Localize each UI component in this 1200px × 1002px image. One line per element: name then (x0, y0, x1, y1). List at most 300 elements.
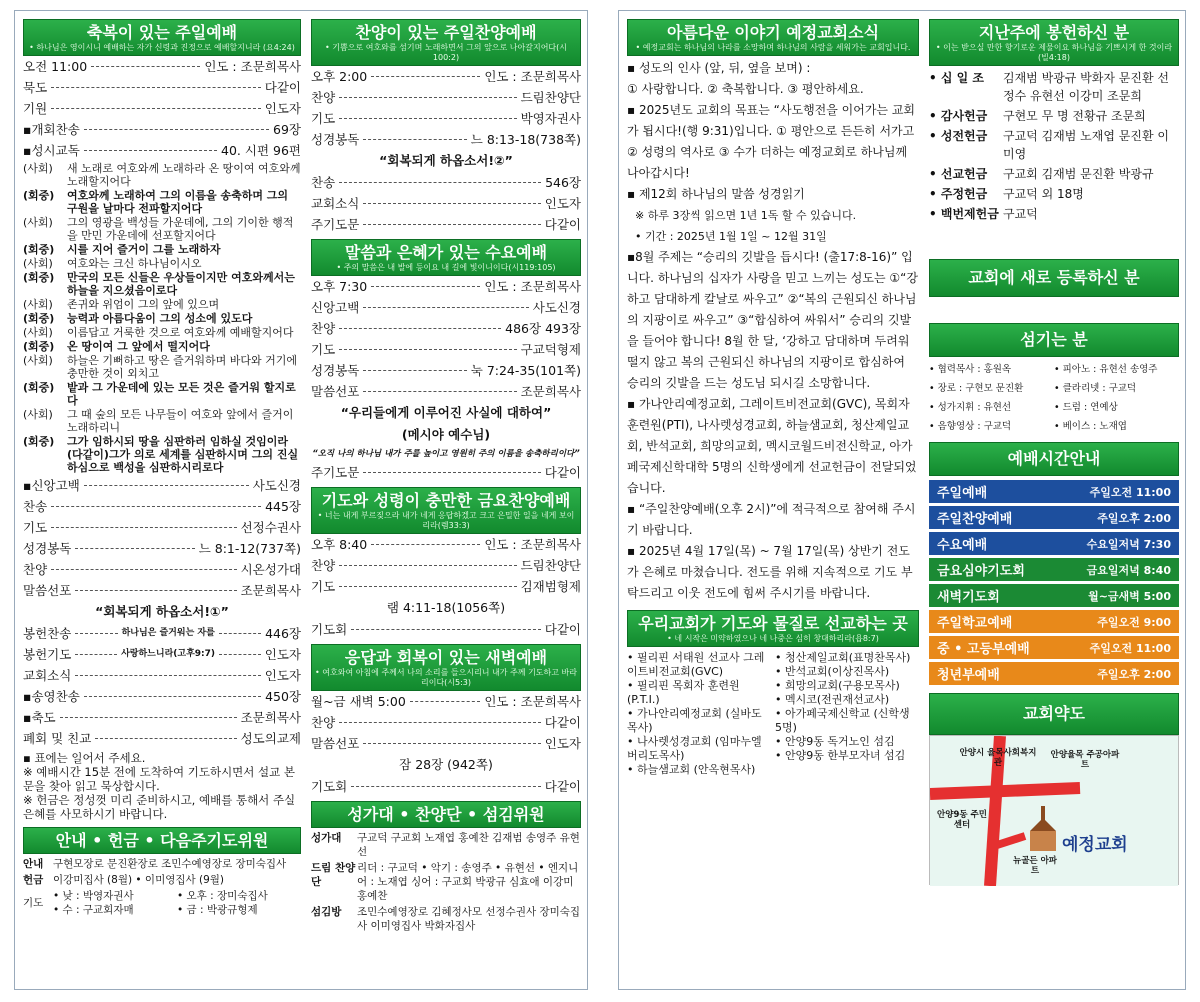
map-road-horizontal (930, 788, 1080, 794)
serve-row (929, 417, 1179, 436)
serve-item: • 음향영상 : 구교덕 (929, 421, 1012, 432)
times-header (929, 442, 1179, 476)
choir-row (311, 861, 581, 903)
map-label-golden: 뉴골든 아파트 (1012, 856, 1057, 876)
order-line (311, 108, 581, 129)
reading-verse (23, 408, 301, 434)
order-value: 인도 : 조문희목사 (484, 69, 581, 84)
order-value: 인도 : 조문희목사 (204, 59, 301, 74)
order-label: 기도 (311, 579, 336, 594)
news-paragraph: ▪ “주일찬양예배(오후 2시)”에 적극적으로 참여해 주시기 바랍니다. (627, 502, 916, 537)
order-value: 인도자 (264, 668, 301, 683)
reading-verse (23, 354, 301, 380)
order-value: 성도의교제 (240, 731, 301, 746)
dawn-header (311, 644, 581, 691)
newcomer-title: 교회에 새로 등록하신 분 (968, 268, 1140, 287)
dotted-leader (339, 97, 516, 98)
order-value: 다같이 (544, 465, 581, 480)
order-value: 인도자 (264, 101, 301, 116)
dawn-order (311, 691, 581, 754)
map-header (929, 693, 1179, 735)
mission-item: • 아가페국제신학교 (신학생 5명) (775, 707, 910, 734)
order-value: 486장 493장 (505, 321, 581, 336)
reading-verse (23, 271, 301, 297)
order-value: 시온성가대 (240, 562, 301, 577)
service-note: ※ 예배시간 15분 전에 도착하여 기도하시면서 설교 본문을 찾아 읽고 묵상합시다. (23, 765, 296, 793)
news-paragraph: ▪ 2025년도 교회의 목표는 “사도행전을 이어가는 교회가 됩시다!(행 9:31)입니다. ① 평안으로 든든히 서가고 ② 성령의 역사로 ③ 수가 더하는 예정교회로 하나님께 나아갑시다! (627, 103, 916, 180)
reading-role: (사회) (23, 162, 53, 175)
reading-role: (회중) (23, 381, 55, 394)
order-value: 인도 : 조문희목사 (484, 694, 581, 709)
reading-role: (사회) (23, 257, 53, 270)
map-label-welfare: 안양시 율목사회복지관 (959, 748, 1037, 768)
order-line (23, 496, 301, 517)
dotted-leader (363, 139, 466, 140)
service-name: 청년부예배 (937, 668, 1000, 683)
reading-role: (사회) (23, 298, 53, 311)
dotted-leader (363, 391, 516, 392)
order-value: 다같이 (544, 622, 581, 637)
dotted-leader (363, 743, 540, 744)
order-label: 봉헌기도 (23, 647, 72, 662)
serve-item: • 장로 : 구현모 문진환 (929, 383, 1024, 394)
service-name: 수요예배 (937, 538, 988, 553)
row-key: • 십 일 조 (929, 71, 984, 85)
order-label: 폐회 및 친교 (23, 731, 92, 746)
responsive-reading (23, 162, 301, 474)
order-line (311, 193, 581, 214)
mission-lists (627, 651, 919, 777)
reading-verse (23, 340, 301, 353)
reading-text: 만국의 모든 신들은 우상들이지만 여호와께서는 하늘을 지으셨음이로다 (67, 271, 295, 297)
order-label: 교회소식 (23, 668, 72, 683)
order-label: 말씀선포 (23, 583, 72, 598)
news-paragraph: ※ 하루 3장씩 읽으면 1년 1독 할 수 있습니다. (635, 209, 857, 222)
order-value: 드림찬양단 (520, 90, 581, 105)
order-line (23, 140, 301, 161)
row-key: • 선교헌금 (929, 167, 988, 181)
dotted-leader (363, 224, 540, 225)
service-time-row (929, 636, 1179, 659)
row-value: 조민수예영장로 김혜정사모 선정수권사 장미숙집사 이미영집사 박화자집사 (357, 906, 581, 932)
dawn-scripture: 잠 28장 (942쪽) (399, 757, 493, 772)
row-value: 구교덕 구교회 노재엽 홍예찬 김재범 송영주 유현선 (357, 832, 580, 858)
dawn-title: 응답과 회복이 있는 새벽예배 (344, 648, 548, 667)
wed-sermon-title: “우리들에게 이루어진 사실에 대하여” (340, 405, 552, 420)
mission-item: • 필리핀 서태원 선교사 그레이트비전교회(GVC) (627, 651, 765, 678)
dotted-leader (75, 548, 194, 549)
dotted-leader (51, 569, 236, 570)
order-line (23, 475, 301, 496)
order-value: 조문희목사 (240, 710, 301, 725)
dotted-leader (351, 786, 541, 787)
dotted-leader (339, 722, 541, 723)
dotted-leader (371, 544, 480, 545)
order-line (311, 576, 581, 597)
reading-text: 존귀와 위엄이 그의 앞에 있으며 (67, 298, 220, 311)
church-building-icon (1030, 831, 1056, 851)
order-label: 기원 (23, 101, 48, 116)
row-value: 리더 : 구교덕 • 악기 : 송영주 • 유현선 • 엔지니어 : 노재엽 싱어 : 구교회 박광규 심효애 이강미 홍예찬 (357, 862, 579, 902)
order-label: ▪송영찬송 (23, 689, 80, 704)
order-line (311, 129, 581, 150)
order-value: 드림찬양단 (520, 558, 581, 573)
order-line (311, 712, 581, 733)
order-line (311, 318, 581, 339)
order-value: 인도 : 조문희목사 (484, 537, 581, 552)
offering-row (929, 127, 1179, 163)
order-label: 찬송 (311, 175, 336, 190)
order-line (23, 119, 301, 140)
reading-text: 여호와는 크신 하나님이시오 (67, 257, 202, 270)
dotted-leader (410, 701, 481, 702)
dotted-leader (363, 307, 528, 308)
reading-text: 새 노래로 여호와께 노래하라 온 땅이여 여호와께 노래할지어다 (67, 162, 301, 188)
news-title: 아름다운 이야기 예정교회소식 (666, 23, 880, 42)
church-map (929, 735, 1179, 885)
news-paragraph: ① 사랑합니다. ② 축복합니다. ③ 평안하세요. (627, 82, 864, 96)
order-line (311, 381, 581, 402)
reading-text: 그의 영광을 백성들 가운데에, 그의 기이한 행적을 만민 가운데에 선포할지어다 (67, 216, 294, 242)
guide-title: 안내 • 헌금 • 다음주기도위원 (55, 831, 269, 850)
service-name: 주일찬양예배 (937, 512, 1013, 527)
reading-role: (회중) (23, 435, 55, 448)
sunday-subtitle: • 하나님은 영이시니 예배하는 자가 신령과 진정으로 예배할지니라 (요4:24) (29, 43, 295, 52)
row-key: • 주정헌금 (929, 187, 988, 201)
mission-item: • 안양9동 독거노인 섬김 (775, 735, 895, 748)
praise-sermon-title: “회복되게 하옵소서!②” (379, 153, 513, 168)
fri-title: 기도와 성령이 충만한 금요찬양예배 (321, 491, 571, 510)
order-label: 묵도 (23, 80, 48, 95)
service-time-row (929, 610, 1179, 633)
service-name: 주일예배 (937, 486, 988, 501)
reading-role: (사회) (23, 216, 53, 229)
prayer-assignee: • 오후 : 장미숙집사 (177, 890, 268, 902)
reading-role: (회중) (23, 271, 55, 284)
reading-text: 그가 임하시되 땅을 심판하러 임하실 것임이라 (다같이)그가 의로 세계를 심판하시며 그의 진실하심으로 백성을 심판하시리로다 (67, 435, 299, 474)
order-label: 찬송 (23, 499, 48, 514)
order-line (23, 728, 301, 749)
order-line (23, 538, 301, 559)
order-label: 봉헌찬송 (23, 626, 72, 641)
order-line (311, 339, 581, 360)
order-label: 주기도문 (311, 217, 360, 232)
order-label: 찬양 (311, 90, 336, 105)
order-line (311, 360, 581, 381)
reading-verse (23, 162, 301, 188)
serve-row (929, 360, 1179, 379)
serve-header (929, 323, 1179, 357)
order-value: 조문희목사 (520, 384, 581, 399)
fri-scripture: 램 4:11-18(1056쪽) (386, 600, 506, 615)
order-line (311, 555, 581, 576)
reading-text: 이름답고 거룩한 것으로 여호와께 예배할지어다 (67, 326, 294, 339)
service-time-row (929, 584, 1179, 607)
order-label: 말씀선포 (311, 736, 360, 751)
order-line (311, 276, 581, 297)
guide-row (23, 873, 301, 887)
reading-role: (회중) (23, 340, 55, 353)
mission-item: • 희망의교회(구용모목사) (775, 679, 900, 692)
serve-row (929, 379, 1179, 398)
wed-header (311, 239, 581, 276)
row-value: 김재범 박광규 박화자 문진환 선정수 유현선 이강미 조문희 (1003, 71, 1169, 103)
order-label: 신앙고백 (311, 300, 360, 315)
order-label: 오후 2:00 (311, 69, 368, 84)
wed-quote: “오직 나의 하나님 내가 주를 높이고 영원히 주의 이름을 송축하리이다” (312, 449, 580, 459)
news-column (627, 19, 919, 981)
dotted-leader (219, 654, 261, 655)
order-value: 다같이 (544, 715, 581, 730)
order-value: 다같이 (544, 217, 581, 232)
row-key: 안내 (23, 858, 44, 870)
order-label: 성경봉독 (23, 541, 72, 556)
service-name: 중 • 고등부예배 (937, 642, 1030, 657)
mission-header (627, 610, 919, 647)
dotted-leader (51, 87, 261, 88)
praise-title: 찬양이 있는 주일찬양예배 (355, 23, 537, 42)
fri-order-2 (311, 619, 581, 640)
reading-verse (23, 257, 301, 270)
order-line (311, 214, 581, 235)
serve-item: • 협력목사 : 홍원옥 (929, 364, 1012, 375)
info-column (929, 19, 1179, 981)
order-label: 기도 (311, 111, 336, 126)
order-line (311, 733, 581, 754)
order-value: 박영자권사 (520, 111, 581, 126)
prayer-row (23, 889, 301, 917)
service-time: 주일오전 11:00 (1089, 485, 1171, 499)
dotted-leader (351, 629, 541, 630)
reading-text: 능력과 아름다움이 그의 성소에 있도다 (67, 312, 253, 325)
serve-item: • 성가지휘 : 유현선 (929, 402, 1012, 413)
reading-text: 하늘은 기뻐하고 땅은 즐거워하며 바다와 거기에 충만한 것이 외치고 (67, 354, 298, 380)
guide-rows (23, 857, 301, 887)
sunday-column (23, 19, 301, 981)
prayer-assignee: • 낮 : 박영자권사 (53, 890, 134, 902)
prayer-assignee: • 금 : 박광규형제 (177, 904, 258, 916)
service-time: 수요일저녁 7:30 (1086, 537, 1171, 551)
serve-rows (929, 360, 1179, 436)
reading-role: (사회) (23, 408, 53, 421)
order-line (23, 580, 301, 601)
order-line (23, 665, 301, 686)
fri-header (311, 487, 581, 534)
news-paragraph: • 기간 : 2025년 1월 1일 ~ 12월 31일 (635, 230, 827, 243)
mission-item: • 멕시코(전권재선교사) (775, 693, 890, 706)
mission-list-right (775, 651, 919, 777)
prayer-key: 기도 (23, 897, 44, 909)
order-value: 김재범형제 (520, 579, 581, 594)
row-key: • 백번제헌금 (929, 207, 999, 221)
order-label: 오후 8:40 (311, 537, 368, 552)
news-paragraph: ▪ 가나안리예정교회, 그레이트비전교회(GVC), 목회자훈련원(PTI), 나사렛성경교회, 하늘샘교회, 청산제일교회, 반석교회, 희망의교회, 멕시코월드비전신학교, 아가페국제신학대학 5명의 신학생에게 선교헌금이 전달되었습니다. (627, 397, 917, 495)
order-value: 다같이 (264, 80, 301, 95)
order-line (23, 559, 301, 580)
order-line (23, 56, 301, 77)
order-label: ▪성시교독 (23, 143, 80, 158)
serve-item: • 클라리넷 : 구교덕 (1054, 383, 1137, 394)
order-label: ▪신앙고백 (23, 478, 80, 493)
serve-row (929, 398, 1179, 417)
service-name: 금요심야기도회 (937, 564, 1025, 579)
order-label: 찬양 (311, 715, 336, 730)
offering-header (929, 19, 1179, 66)
order-label: 기도회 (311, 779, 348, 794)
news-body (627, 58, 919, 604)
order-label: 월~금 새벽 5:00 (311, 694, 406, 709)
order-line (311, 66, 581, 87)
order-label: 기도회 (311, 622, 348, 637)
map-label-apartment: 안양율목 주공아파트 (1050, 750, 1120, 770)
times-title: 예배시간안내 (1007, 449, 1101, 468)
serve-item: • 베이스 : 노재엽 (1054, 421, 1127, 432)
order-label: 교회소식 (311, 196, 360, 211)
church-cross-icon (1041, 806, 1045, 820)
reading-text: 여호와께 노래하여 그의 이름을 송축하며 그의 구원을 날마다 전파할지어다 (67, 189, 289, 215)
order-label: 오전 11:00 (23, 59, 88, 74)
service-time: 주일오후 2:00 (1097, 667, 1171, 681)
prayer-grid (53, 889, 301, 917)
praise-order (311, 66, 581, 150)
service-time: 월~금새벽 5:00 (1088, 589, 1171, 603)
sunday-sermon-title: “회복되게 하옵소서!①” (95, 604, 229, 619)
order-line (311, 619, 581, 640)
dotted-leader (51, 506, 261, 507)
dotted-leader (84, 696, 261, 697)
offering-verse: 사랑하느니라(고후9:7) (121, 649, 215, 659)
order-value: 선정수권사 (240, 520, 301, 535)
news-paragraph: ▪8월 주제는 “승리의 깃발을 듭시다! (출17:8-16)” 입니다. 하나님의 십자가 사랑을 믿고 느끼는 성도는 ①“강하고 담대하게 칼날로 싸우고” ②“복의 근원되신 하나님의 지팡이로 싸우고” ③“합심하여 싸워서” 승리의 깃발을 들어야 합니다! 8월 한 달, ‘강하고 담대하며 두려워 떨지 않고 복의 근원되신 하나님의 지팡이로 합심하여 승리의 깃발을 드는 성도님 되시길 소망합니다. (627, 250, 918, 390)
serve-item: • 드럼 : 연예상 (1054, 402, 1118, 413)
right-page (618, 10, 1186, 990)
offering-row (929, 107, 1179, 125)
row-key: 섬김방 (311, 906, 342, 918)
reading-verse (23, 216, 301, 242)
dawn-order-2 (311, 776, 581, 797)
dotted-leader (51, 527, 236, 528)
left-page (14, 10, 588, 990)
row-value: 이강미집사 (8월) • 이미영집사 (9월) (53, 874, 225, 886)
dotted-leader (339, 328, 501, 329)
order-value: 40. 시편 96편 (221, 143, 301, 158)
wed-order (311, 276, 581, 402)
dotted-leader (371, 286, 480, 287)
reading-verse (23, 243, 301, 256)
sunday-order-top (23, 56, 301, 161)
dotted-leader (339, 349, 516, 350)
row-key: • 성전헌금 (929, 129, 988, 143)
dotted-leader (75, 633, 117, 634)
offering-row (929, 205, 1179, 223)
service-note: ▪ 표에는 일어서 주세요. (23, 751, 146, 765)
map-label-center: 안양9동 주민센터 (937, 810, 987, 830)
row-value: 구현모 무 명 전황규 조문희 (1003, 109, 1146, 123)
dotted-leader (371, 76, 480, 77)
newcomer-header (929, 259, 1179, 297)
service-time: 주일오후 2:00 (1097, 511, 1171, 525)
service-note: ※ 헌금은 정성껏 미리 준비하시고, 예배를 통해서 주실 은혜를 사모하시기 바랍니다. (23, 793, 296, 821)
map-church-name: 예정교회 (1062, 835, 1128, 855)
service-time-row (929, 532, 1179, 555)
dotted-leader (75, 675, 260, 676)
order-value: 69장 (273, 122, 301, 137)
reading-role: (회중) (23, 312, 55, 325)
order-value: 인도자 (544, 196, 581, 211)
reading-verse (23, 189, 301, 215)
sunday-notes (23, 751, 301, 821)
row-value: 구현모장로 문진환장로 조민수예영장로 장미숙집사 (53, 858, 287, 870)
mission-title: 우리교회가 기도와 물질로 선교하는 곳 (638, 614, 908, 633)
order-line (311, 87, 581, 108)
order-label: 기도 (311, 342, 336, 357)
time-rows (929, 480, 1179, 685)
offering-verse: 하나님은 즐거워는 자를 (121, 628, 215, 638)
order-label: 성경봉독 (311, 132, 360, 147)
order-line (311, 172, 581, 193)
offering-row (929, 69, 1179, 105)
order-line (311, 534, 581, 555)
order-label: 성경봉독 (311, 363, 360, 378)
reading-role: (사회) (23, 354, 53, 367)
dotted-leader (339, 565, 516, 566)
offering-row (929, 185, 1179, 203)
reading-verse (23, 312, 301, 325)
prayer-assignee: • 수 : 구교회자매 (53, 904, 134, 916)
order-line (23, 686, 301, 707)
wed-title: 말씀과 은혜가 있는 수요예배 (344, 243, 548, 262)
row-value: 구교덕 외 18명 (1003, 187, 1084, 201)
order-label: ▪축도 (23, 710, 56, 725)
choir-row (311, 905, 581, 933)
order-line (23, 517, 301, 538)
dotted-leader (84, 485, 249, 486)
praise-order-2 (311, 172, 581, 235)
reading-role: (회중) (23, 243, 55, 256)
map-title: 교회약도 (1023, 704, 1085, 723)
sunday-order-bottom (23, 623, 301, 749)
wed-sermon-subtitle: (메시야 예수님) (401, 427, 491, 442)
dotted-leader (219, 633, 261, 634)
news-subtitle: • 예정교회는 하나님의 나라를 소망하며 하나님의 사람을 세워가는 교회입니다. (635, 43, 911, 52)
order-value: 인도 : 조문희목사 (484, 279, 581, 294)
dotted-leader (84, 150, 217, 151)
mission-item: • 안양9동 한부모자녀 섬김 (775, 749, 906, 762)
order-value: 느 8:1-12(737쪽) (198, 541, 301, 556)
offering-row (929, 165, 1179, 183)
dotted-leader (363, 203, 540, 204)
service-time: 금요일저녁 8:40 (1086, 563, 1171, 577)
guide-header (23, 827, 301, 854)
mission-item: • 하늘샘교회 (안옥현목사) (627, 763, 756, 776)
order-line (311, 691, 581, 712)
service-name: 주일학교예배 (937, 616, 1013, 631)
dotted-leader (75, 654, 117, 655)
choir-rows (311, 831, 581, 933)
row-key: 헌금 (23, 874, 44, 886)
news-paragraph: ▪ 성도의 인사 (앞, 뒤, 옆을 보며) : (627, 61, 811, 75)
order-value: 눅 7:24-35(101쪽) (470, 363, 581, 378)
dotted-leader (95, 738, 236, 739)
guide-row (23, 857, 301, 871)
order-label: 기도 (23, 520, 48, 535)
dotted-leader (339, 586, 516, 587)
sunday-order-mid (23, 475, 301, 601)
sunday-title: 축복이 있는 주일예배 (86, 23, 238, 42)
reading-verse (23, 435, 301, 474)
row-key: 성가대 (311, 832, 342, 844)
reading-text: 시를 지어 즐거이 그를 노래하자 (67, 243, 221, 256)
